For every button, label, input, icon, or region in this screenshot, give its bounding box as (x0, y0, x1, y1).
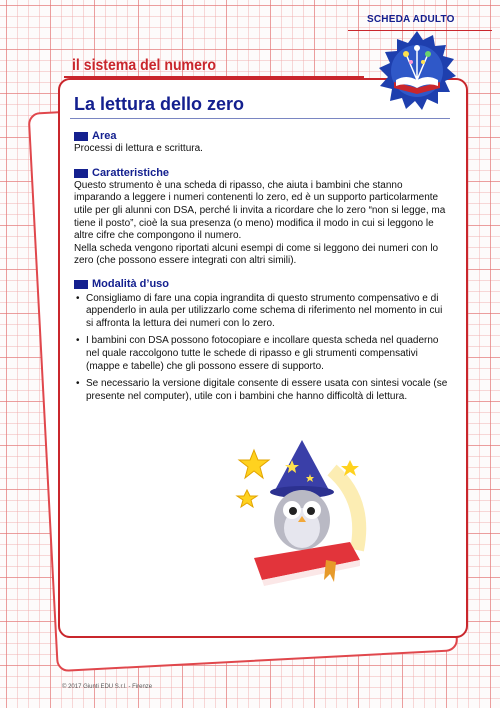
caratteristiche-paragraph-2: Nella scheda vengono riportati alcuni esempi di come si leggono dei numeri con lo zero (che possono essere integrati con altri simili). (74, 242, 439, 267)
section-title: il sistema del numero (72, 57, 216, 74)
copyright-footer: © 2017 Giunti EDU S.r.l. - Firenze (62, 684, 153, 690)
modalita-heading-text: Modalità d’uso (92, 277, 169, 290)
caratteristiche-heading (74, 167, 452, 180)
caratteristiche-paragraph-1: Questo strumento è una scheda di ripasso, che aiuta i bambini che stanno imparando a leggere i numeri contenenti lo zero, ed è un supporto particolarmente utile per gli alunni con DSA, perché li invita a ricordare che lo zero “non si legge, ma tiene il posto”, cioè la sua presenza (o meno) modifica il modo in cui si leggono le altre cifre che compongono il numero. (74, 179, 446, 242)
heading-marker-icon (74, 132, 88, 141)
heading-marker-icon (74, 169, 88, 178)
modalita-list (74, 293, 452, 404)
open-book-star-badge-icon (376, 30, 458, 112)
heading-marker-icon (74, 280, 88, 289)
owl-wizard-on-book-illustration (232, 430, 372, 590)
card-content (74, 130, 452, 408)
document-type-label: SCHEDA ADULTO (367, 14, 455, 25)
modalita-heading (74, 278, 452, 291)
list-item: • Consigliamo di fare una copia ingrandita di questo strumento compensativo e di appenderlo in aula per utilizzarlo come schema di riferimento nel momento in cui si affronta la lettura dei numeri con lo zero. (74, 293, 452, 331)
list-item: • I bambini con DSA possono fotocopiare e incollare questa scheda nel quaderno nel quale raccolgono tutte le schede di ripasso e gli strumenti compensativi (mappe e tabelle) che gli possono essere di supporto. (74, 335, 452, 373)
caratteristiche-heading-text: Caratteristiche (92, 167, 170, 180)
star-icon (239, 450, 269, 478)
area-heading-text: Area (92, 130, 117, 142)
title-divider (70, 118, 450, 119)
area-heading (74, 130, 452, 143)
list-item: • Se necessario la versione digitale consente di essere usata con sintesi vocale (se presente nel computer), utile con i bambini che hanno difficoltà di lettura. (74, 378, 452, 403)
area-text: Processi di lettura e scrittura. (74, 142, 203, 154)
page-title: La lettura dello zero (74, 94, 245, 114)
star-icon (237, 490, 257, 507)
